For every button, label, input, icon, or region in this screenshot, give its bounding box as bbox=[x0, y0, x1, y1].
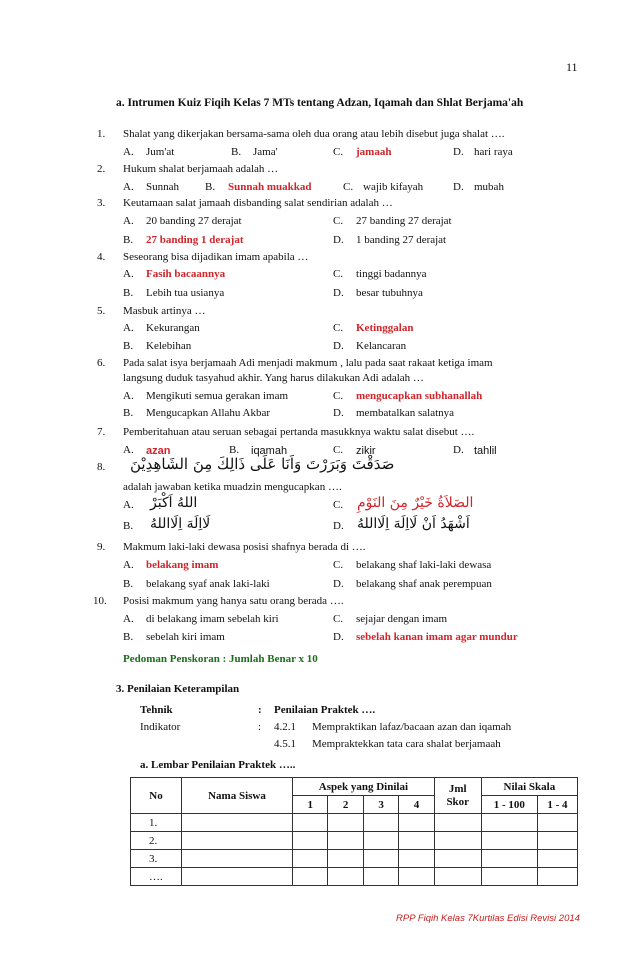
cell[interactable] bbox=[328, 814, 363, 832]
cell[interactable] bbox=[363, 850, 398, 868]
cell[interactable] bbox=[182, 832, 293, 850]
cell[interactable] bbox=[481, 814, 537, 832]
q-text: Masbuk artinya … bbox=[123, 305, 206, 317]
opt-c-text: wajib kifayah bbox=[363, 181, 424, 193]
opt-d-label: D. bbox=[333, 287, 344, 299]
cell[interactable] bbox=[434, 868, 481, 886]
table-row bbox=[131, 868, 578, 886]
q-number: 2. bbox=[97, 163, 106, 175]
scoring-guide: Pedoman Penskoran : Jumlah Benar x 10 bbox=[123, 653, 318, 665]
cell[interactable] bbox=[293, 850, 328, 868]
q-number: 9. bbox=[97, 541, 106, 553]
q-number: 1. bbox=[97, 128, 106, 140]
opt-b-label: B. bbox=[229, 444, 240, 456]
opt-d-text: belakang shaf anak perempuan bbox=[356, 578, 492, 590]
opt-a-text: 20 banding 27 derajat bbox=[146, 215, 242, 227]
opt-a-text: Jum'at bbox=[146, 146, 175, 158]
tehnik-value: Penilaian Praktek …. bbox=[274, 704, 376, 716]
cell[interactable] bbox=[481, 868, 537, 886]
opt-b-label: B. bbox=[123, 578, 134, 590]
opt-d-label: D. bbox=[333, 631, 344, 643]
opt-b-text: sebelah kiri imam bbox=[146, 631, 225, 643]
opt-c-label: C. bbox=[333, 613, 344, 625]
opt-c-label: C. bbox=[333, 268, 344, 280]
opt-b-label: B. bbox=[123, 287, 134, 299]
indicator-text: Mempraktekkan tata cara shalat berjamaah bbox=[312, 738, 501, 750]
q-text: Seseorang bisa dijadikan imam apabila … bbox=[123, 251, 309, 263]
opt-a-label: A. bbox=[123, 559, 134, 571]
opt-b-text: Lebih tua usianya bbox=[146, 287, 225, 299]
assessment-sheet-title: a. Lembar Penilaian Praktek ….. bbox=[140, 759, 296, 771]
cell[interactable] bbox=[399, 868, 434, 886]
opt-d-text: membatalkan salatnya bbox=[356, 407, 455, 419]
q-number: 10. bbox=[93, 595, 107, 607]
opt-b-text: iqamah bbox=[251, 445, 288, 457]
col-aspek-1: 1 bbox=[293, 796, 328, 814]
q-text: Pemberitahuan atau seruan sebagai pertanda masukknya waktu salat disebut …. bbox=[123, 426, 475, 438]
opt-a-text: belakang imam bbox=[146, 559, 219, 571]
col-aspek-2: 2 bbox=[328, 796, 363, 814]
cell[interactable] bbox=[363, 814, 398, 832]
opt-d-text: tahlil bbox=[474, 445, 497, 457]
opt-b-text: Kelebihan bbox=[146, 340, 192, 352]
cell[interactable] bbox=[399, 850, 434, 868]
opt-c-label: C. bbox=[333, 146, 344, 158]
q-text-line2: langsung duduk tasyahud akhir. Yang harus dilakukan Adi adalah … bbox=[123, 372, 424, 384]
tehnik-colon: : bbox=[258, 704, 262, 716]
section-title: a. Intrumen Kuiz Fiqih Kelas 7 MTs tentang Adzan, Iqamah dan Shlat Berjama'ah bbox=[116, 97, 524, 109]
opt-b-label: B. bbox=[231, 146, 242, 158]
opt-c-label: C. bbox=[333, 499, 344, 511]
q-number: 4. bbox=[97, 251, 106, 263]
cell[interactable] bbox=[182, 868, 293, 886]
cell[interactable] bbox=[182, 814, 293, 832]
opt-a-text: azan bbox=[146, 445, 171, 457]
opt-c-label: C. bbox=[333, 559, 344, 571]
opt-c-text: mengucapkan subhanallah bbox=[356, 390, 483, 402]
opt-d-label: D. bbox=[453, 181, 464, 193]
opt-c-text: tinggi badannya bbox=[356, 268, 427, 280]
opt-b-label: B. bbox=[123, 340, 134, 352]
cell[interactable] bbox=[399, 814, 434, 832]
page-footer: RPP Fiqih Kelas 7Kurtilas Edisi Revisi 2014 bbox=[396, 913, 580, 924]
indikator-colon: : bbox=[258, 721, 262, 733]
opt-b-text: Jama' bbox=[253, 146, 278, 158]
q-text: Pada salat isya berjamaah Adi menjadi makmum , lalu pada saat rakaat ketiga imam bbox=[123, 357, 493, 369]
opt-c-text: zikir bbox=[356, 445, 376, 457]
q-text: Posisi makmum yang hanya satu orang berada …. bbox=[123, 595, 344, 607]
opt-c-text: Ketinggalan bbox=[356, 322, 414, 334]
q-text: Keutamaan salat jamaah disbanding salat sendirian adalah … bbox=[123, 197, 393, 209]
opt-b-text: Mengucapkan Allahu Akbar bbox=[146, 407, 271, 419]
opt-b-text: Sunnah muakkad bbox=[228, 181, 312, 193]
opt-b-label: B. bbox=[123, 520, 134, 532]
row-number: 1. bbox=[131, 814, 182, 832]
opt-a-text: اللهُ اَكْبَرْ bbox=[150, 495, 198, 511]
opt-b-label: B. bbox=[123, 234, 134, 246]
tehnik-label: Tehnik bbox=[140, 704, 173, 716]
cell[interactable] bbox=[363, 868, 398, 886]
table-row bbox=[131, 832, 578, 850]
opt-d-label: D. bbox=[453, 146, 464, 158]
opt-b-label: B. bbox=[123, 407, 134, 419]
q-text: Shalat yang dikerjakan bersama-sama oleh dua orang atau lebih disebut juga shalat …. bbox=[123, 128, 505, 140]
opt-b-text: belakang syaf anak laki-laki bbox=[146, 578, 270, 590]
cell[interactable] bbox=[537, 814, 577, 832]
opt-c-text: jamaah bbox=[356, 146, 392, 158]
cell[interactable] bbox=[182, 850, 293, 868]
cell[interactable] bbox=[537, 832, 577, 850]
opt-d-label: D. bbox=[453, 444, 464, 456]
opt-c-label: C. bbox=[333, 322, 344, 334]
col-aspek: Aspek yang Dinilai bbox=[293, 778, 435, 796]
cell[interactable] bbox=[293, 832, 328, 850]
opt-a-label: A. bbox=[123, 499, 134, 511]
indicator-code: 4.5.1 bbox=[274, 738, 296, 750]
opt-b-text: 27 banding 1 derajat bbox=[146, 234, 244, 246]
opt-c-label: C. bbox=[333, 390, 344, 402]
row-number: 2. bbox=[131, 832, 182, 850]
opt-d-text: اَشْهَدُ اَنْ لَااِلَهَ اِلَااللهُ bbox=[357, 516, 470, 532]
opt-d-label: D. bbox=[333, 578, 344, 590]
cell[interactable] bbox=[328, 832, 363, 850]
q-text: adalah jawaban ketika muadzin mengucapkan …. bbox=[123, 481, 342, 493]
cell[interactable] bbox=[293, 814, 328, 832]
opt-d-label: D. bbox=[333, 340, 344, 352]
cell[interactable] bbox=[434, 832, 481, 850]
opt-a-text: Sunnah bbox=[146, 181, 179, 193]
cell[interactable] bbox=[293, 868, 328, 886]
opt-c-label: C. bbox=[343, 181, 354, 193]
opt-b-label: B. bbox=[123, 631, 134, 643]
opt-d-text: hari raya bbox=[474, 146, 513, 158]
cell[interactable] bbox=[481, 832, 537, 850]
opt-c-text: belakang shaf laki-laki dewasa bbox=[356, 559, 492, 571]
indicator-text: Mempraktikan lafaz/bacaan azan dan iqamah bbox=[312, 721, 512, 733]
cell[interactable] bbox=[399, 832, 434, 850]
opt-d-label: D. bbox=[333, 407, 344, 419]
row-number: …. bbox=[131, 868, 182, 886]
opt-d-text: mubah bbox=[474, 181, 504, 193]
table-row bbox=[131, 814, 578, 832]
cell[interactable] bbox=[537, 850, 577, 868]
q-number: 3. bbox=[97, 197, 106, 209]
opt-a-label: A. bbox=[123, 181, 134, 193]
opt-a-label: A. bbox=[123, 613, 134, 625]
q-number: 8. bbox=[97, 461, 106, 473]
opt-d-label: D. bbox=[333, 520, 344, 532]
opt-a-label: A. bbox=[123, 390, 134, 402]
opt-d-text: besar tubuhnya bbox=[356, 287, 423, 299]
opt-a-label: A. bbox=[123, 322, 134, 334]
col-nilai-4: 1 - 4 bbox=[537, 796, 577, 814]
opt-c-label: C. bbox=[333, 215, 344, 227]
indicator-code: 4.2.1 bbox=[274, 721, 296, 733]
opt-d-text: sebelah kanan imam agar mundur bbox=[356, 631, 518, 643]
col-aspek-3: 3 bbox=[363, 796, 398, 814]
opt-d-label: D. bbox=[333, 234, 344, 246]
cell[interactable] bbox=[363, 832, 398, 850]
q-number: 7. bbox=[97, 426, 106, 438]
col-nilai-100: 1 - 100 bbox=[481, 796, 537, 814]
table-row bbox=[131, 850, 578, 868]
opt-b-text: لَااِلَهَ اِلَااللهُ bbox=[150, 516, 211, 532]
opt-d-text: Kelancaran bbox=[356, 340, 407, 352]
cell[interactable] bbox=[328, 850, 363, 868]
opt-c-text: sejajar dengan imam bbox=[356, 613, 448, 625]
cell[interactable] bbox=[434, 814, 481, 832]
section-heading: 3. Penilaian Keterampilan bbox=[116, 683, 240, 695]
assessment-table bbox=[130, 777, 578, 886]
q-text: Makmum laki-laki dewasa posisi shafnya berada di …. bbox=[123, 541, 366, 553]
opt-c-text: الصَلاَةُ خَيْرٌ مِنَ النَوْمِ bbox=[357, 495, 474, 511]
col-no: No bbox=[131, 778, 182, 814]
opt-a-text: Mengikuti semua gerakan imam bbox=[146, 390, 289, 402]
cell[interactable] bbox=[328, 868, 363, 886]
opt-a-text: Fasih bacaannya bbox=[146, 268, 226, 280]
page-number: 11 bbox=[566, 60, 578, 74]
opt-d-text: 1 banding 27 derajat bbox=[356, 234, 447, 246]
row-number: 3. bbox=[131, 850, 182, 868]
indikator-label: Indikator bbox=[140, 721, 181, 733]
cell[interactable] bbox=[434, 850, 481, 868]
q-number: 5. bbox=[97, 305, 106, 317]
opt-a-text: Kekurangan bbox=[146, 322, 200, 334]
col-jml-skor: Jml Skor bbox=[434, 778, 481, 814]
col-aspek-4: 4 bbox=[399, 796, 434, 814]
opt-a-label: A. bbox=[123, 444, 134, 456]
col-nilai-skala: Nilai Skala bbox=[481, 778, 577, 796]
q-number: 6. bbox=[97, 357, 106, 369]
opt-b-label: B. bbox=[205, 181, 216, 193]
opt-c-text: 27 banding 27 derajat bbox=[356, 215, 452, 227]
opt-c-label: C. bbox=[333, 444, 344, 456]
cell[interactable] bbox=[537, 868, 577, 886]
q-text: Hukum shalat berjamaah adalah … bbox=[123, 163, 279, 175]
opt-a-text: di belakang imam sebelah kiri bbox=[146, 613, 279, 625]
opt-a-label: A. bbox=[123, 146, 134, 158]
opt-a-label: A. bbox=[123, 268, 134, 280]
cell[interactable] bbox=[481, 850, 537, 868]
opt-a-label: A. bbox=[123, 215, 134, 227]
q-arabic-text: صَدَقْتَ وَبَرَرْتَ وَاَنَا عَلَى ذَالِكَ مِنَ الشَاهِدِيْنَ bbox=[130, 455, 395, 473]
col-nama: Nama Siswa bbox=[182, 778, 293, 814]
